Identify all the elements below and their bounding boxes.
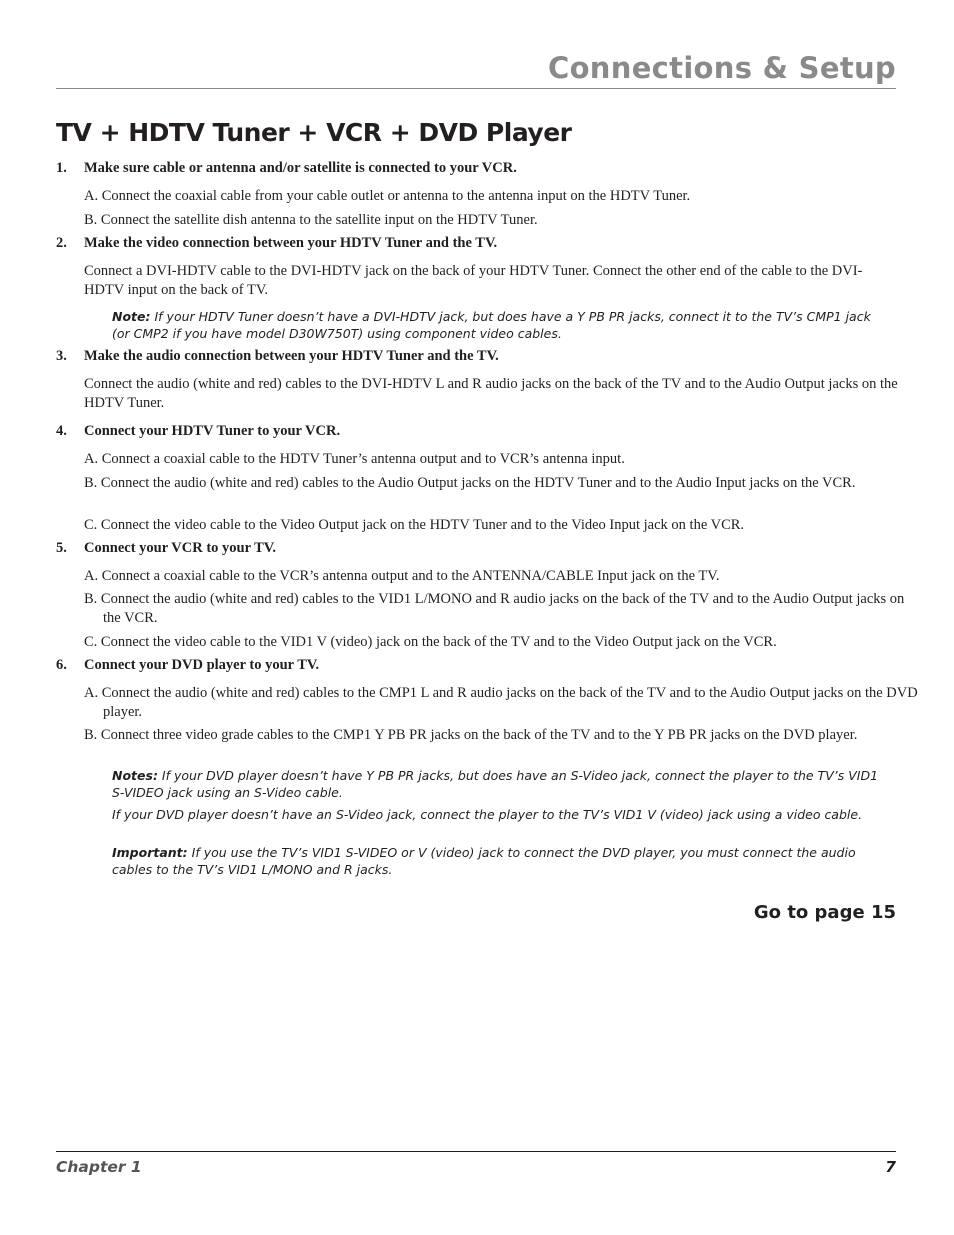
page-footer — [56, 1151, 896, 1180]
go-to-page: Go to page 15 — [753, 902, 896, 923]
step-4-item-b: B. Connect the audio (white and red) cables to the Audio Output jacks on the HDTV Tuner and to the Audio Input jacks on the VCR. — [84, 475, 856, 491]
step-6-notes-2: If your DVD player doesn’t have an S-Video jack, connect the player to the TV’s VID1 V (video) jack using a video cable. — [112, 807, 863, 822]
step-3-para: Connect the audio (white and red) cables to the DVI-HDTV L and R audio jacks on the back of the TV and to the Audio Output jacks on the HDTV Tuner. — [84, 376, 898, 411]
step-2-heading: 2. Make the video connection between your HDTV Tuner and the TV. — [56, 235, 498, 251]
section-title: Connections & Setup — [548, 51, 896, 85]
footer-chapter: Chapter 1 — [56, 1158, 142, 1176]
step-2-note: Note: If your HDTV Tuner doesn’t have a DVI-HDTV jack, but does have a Y PB PR jacks, connect it to the TV’s CMP1 jack (or CMP2 if you have model D30W750T) using component video cables. — [112, 309, 871, 341]
step-4-item-a: A. Connect a coaxial cable to the HDTV Tuner’s antenna output and to VCR’s antenna input. — [84, 451, 625, 467]
step-4-item-c: C. Connect the video cable to the Video Output jack on the HDTV Tuner and to the Video Input jack on the VCR. — [84, 517, 745, 533]
step-2-para: Connect a DVI-HDTV cable to the DVI-HDTV jack on the back of your HDTV Tuner. Connect the other end of the cable to the DVI-HDTV input on the back of TV. — [84, 263, 863, 298]
step-3-heading: 3. Make the audio connection between your HDTV Tuner and the TV. — [56, 348, 499, 364]
step-6-important: Important: If you use the TV’s VID1 S-VIDEO or V (video) jack to connect the DVD player, you must connect the audio cables to the TV’s VID1 L/MONO and R jacks. — [112, 845, 856, 877]
step-5-heading: 5. Connect your VCR to your TV. — [56, 540, 277, 556]
step-6-item-b: B. Connect three video grade cables to the CMP1 Y PB PR jacks on the back of the TV and to the Y PB PR jacks on the DVD player. — [84, 727, 858, 743]
footer-page-number: 7 — [885, 1158, 896, 1176]
section-header — [56, 50, 896, 89]
step-6-heading: 6. Connect your DVD player to your TV. — [56, 657, 320, 673]
step-1-item-a: A. Connect the coaxial cable from your cable outlet or antenna to the antenna input on the HDTV Tuner. — [84, 188, 691, 204]
step-1-item-b: B. Connect the satellite dish antenna to the satellite input on the HDTV Tuner. — [84, 212, 538, 228]
page-title: TV + HDTV Tuner + VCR + DVD Player — [56, 118, 572, 147]
step-6-item-a: A. Connect the audio (white and red) cables to the CMP1 L and R audio jacks on the back of the TV and to the Audio Output jacks on the DVD player. — [84, 685, 918, 720]
step-4-heading: 4. Connect your HDTV Tuner to your VCR. — [56, 423, 341, 439]
step-5-item-c: C. Connect the video cable to the VID1 V (video) jack on the back of the TV and to the Video Output jack on the VCR. — [84, 634, 777, 650]
step-6-notes: Notes: If your DVD player doesn’t have Y PB PR jacks, but does have an S-Video jack, connect the player to the TV’s VID1 S-VIDEO jack using an S-Video cable. — [112, 768, 879, 800]
step-5-item-b: B. Connect the audio (white and red) cables to the VID1 L/MONO and R audio jacks on the back of the TV and to the Audio Output jacks on the VCR. — [84, 591, 905, 626]
step-1-heading: 1. Make sure cable or antenna and/or satellite is connected to your VCR. — [56, 160, 517, 176]
step-5-item-a: A. Connect a coaxial cable to the VCR’s antenna output and to the ANTENNA/CABLE Input jack on the TV. — [84, 568, 720, 584]
